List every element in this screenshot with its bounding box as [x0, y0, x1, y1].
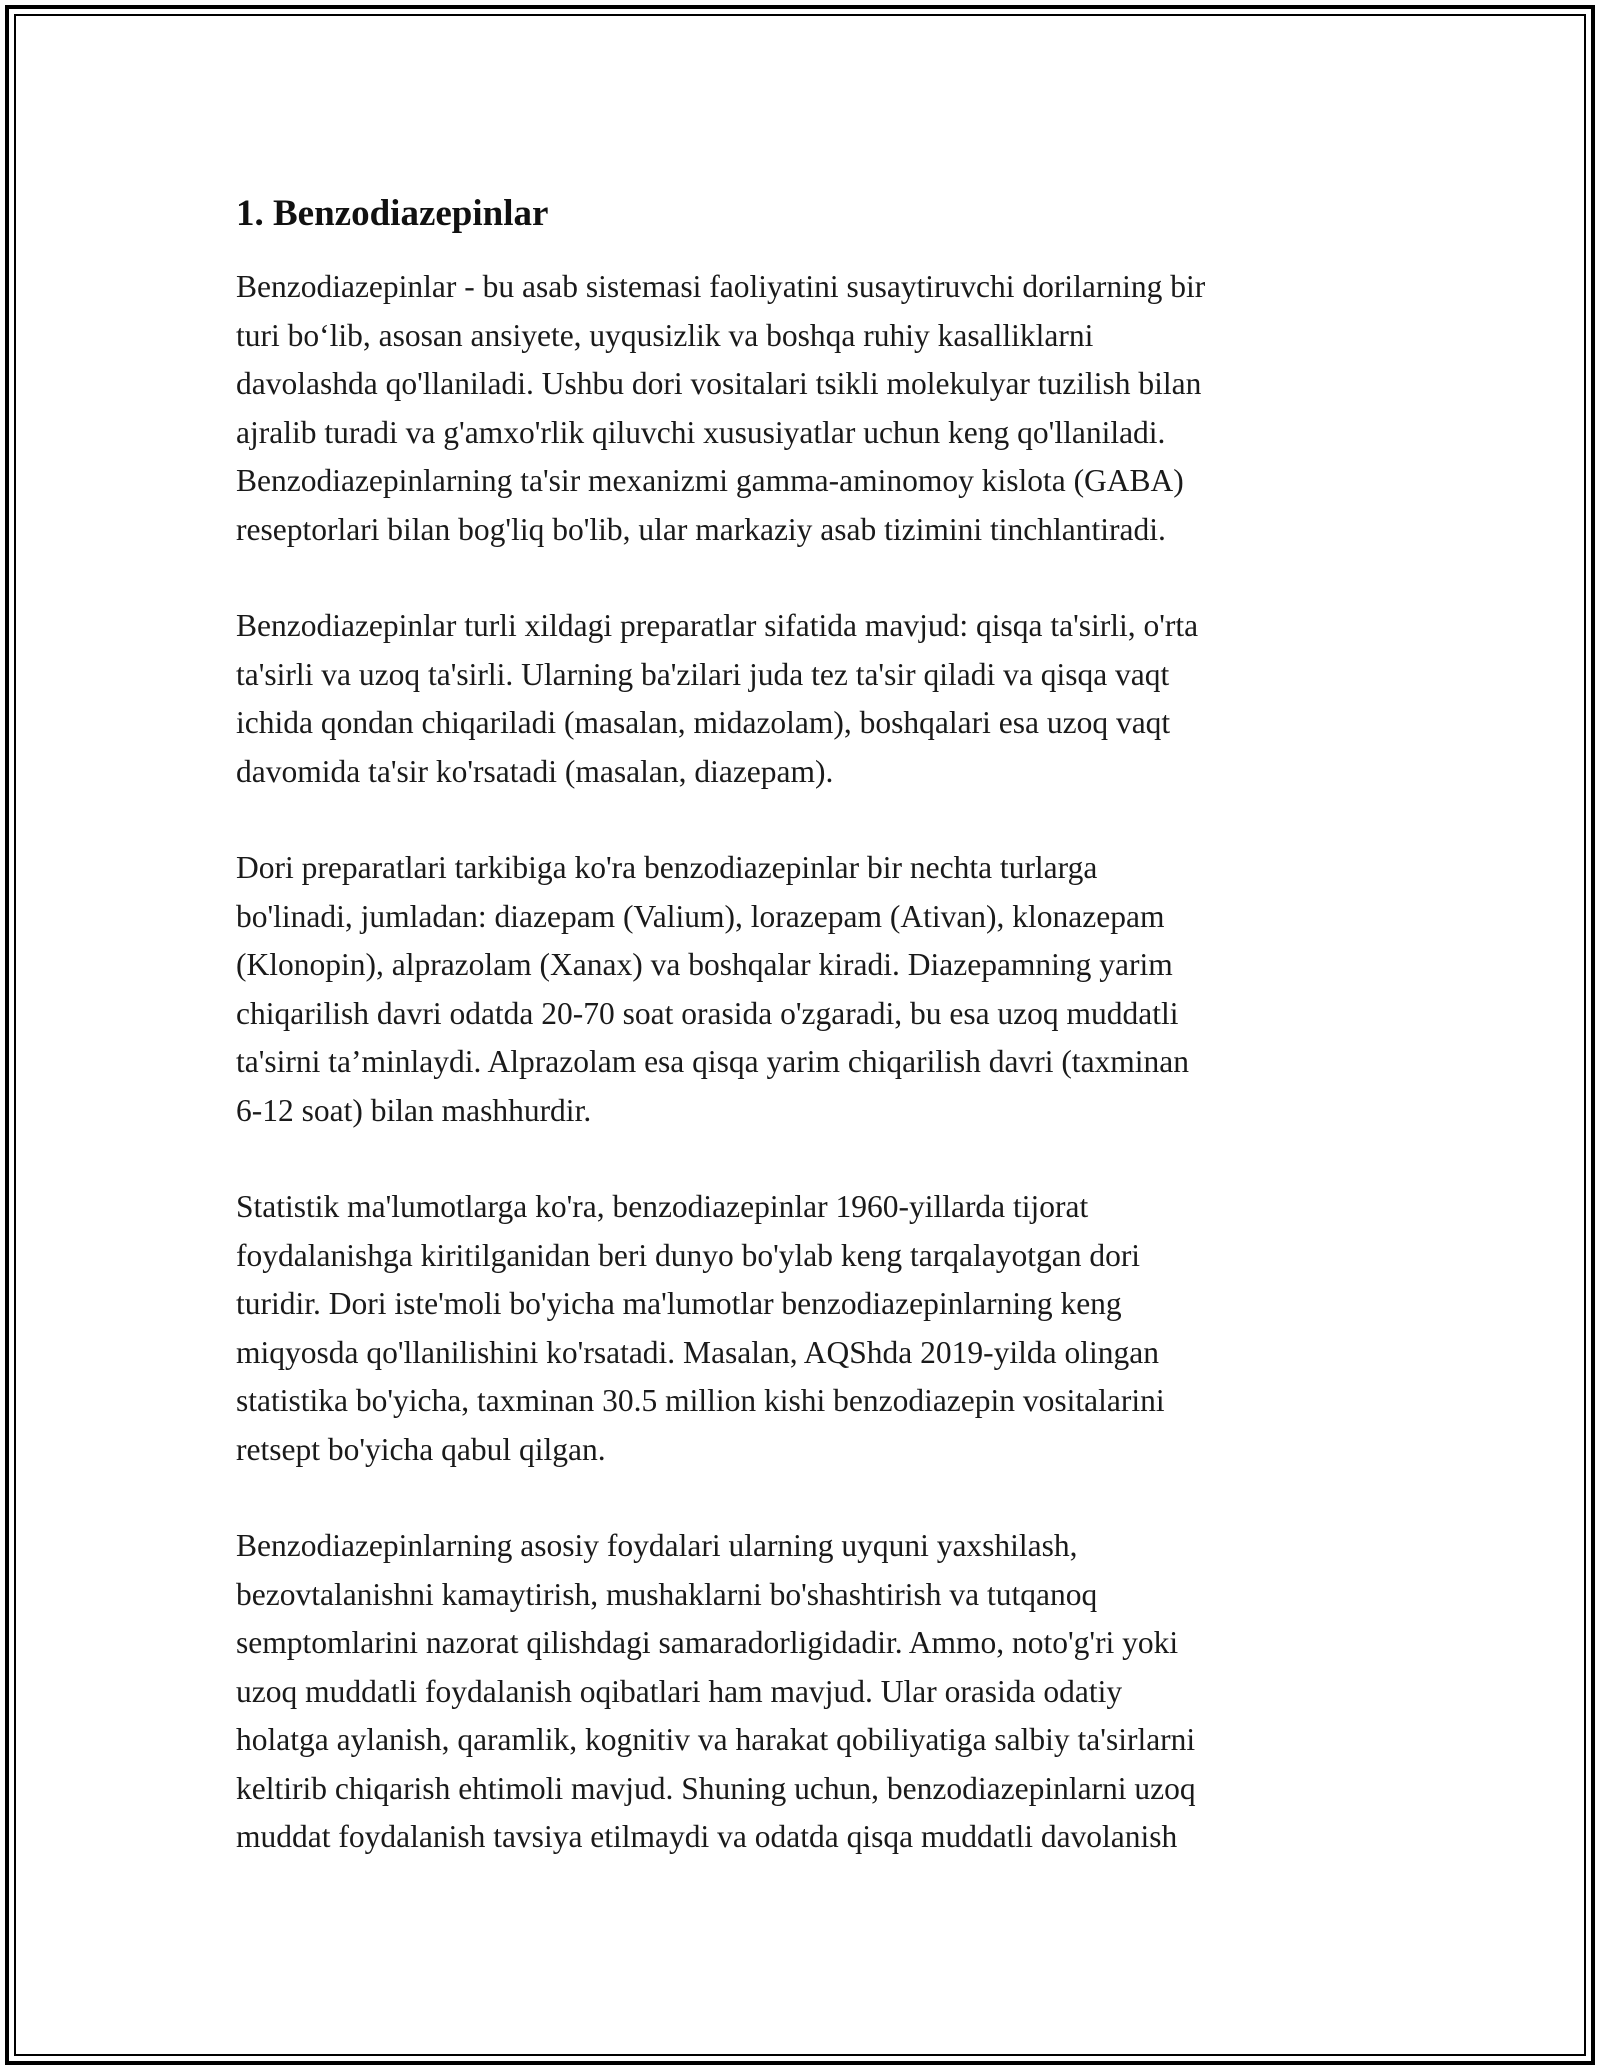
paragraph-1: Benzodiazepinlar - bu asab sistemasi faoliyatini susaytiruvchi dorilarning bir turi bo‘lib, asosan ansiyete, uyqusizlik va boshqa ruhiy kasalliklarni davolashda qo'llaniladi. Ushbu dori vositalari tsikli molekulyar tuzilish bilan ajralib turadi va g'amxo'rlik qiluvchi xususiyatlar uchun keng qo'llaniladi. Benzodiazepinlarning ta'sir mexanizmi gamma-aminomoy kislota (GABA) reseptorlari bilan bog'liq bo'lib, ular markaziy asab tizimini tinchlantiradi. — [236, 269, 1206, 547]
paragraph-3: Dori preparatlari tarkibiga ko'ra benzodiazepinlar bir nechta turlarga bo'linadi, jumladan: diazepam (Valium), lorazepam (Ativan), klonazepam (Klonopin), alprazolam (Xanax) va boshqalar kiradi. Diazepamning yarim chiqarilish davri odatda 20-70 soat orasida o'zgaradi, bu esa uzoq muddatli ta'sirni ta’minlaydi. Alprazolam esa qisqa yarim chiqarilish davri (taxminan 6-12 soat) bilan mashhurdir. — [236, 850, 1190, 1128]
paragraph-4: Statistik ma'lumotlarga ko'ra, benzodiazepinlar 1960-yillarda tijorat foydalanishga kiritilganidan beri dunyo bo'ylab keng tarqalayotgan dori turidir. Dori iste'moli bo'yicha ma'lumotlar benzodiazepinlarning keng miqyosda qo'llanilishini ko'rsatadi. Masalan, AQShda 2019-yilda olingan statistika bo'yicha, taxminan 30.5 million kishi benzodiazepin vositalarini retsept bo'yicha qabul qilgan. — [236, 1189, 1165, 1467]
paragraph-5: Benzodiazepinlarning asosiy foydalari ularning uyquni yaxshilash, bezovtalanishni kamaytirish, mushaklarni bo'shashtirish va tutqanoq semptomlarini nazorat qilishdagi samaradorligidadir. Ammo, noto'g'ri yoki uzoq muddatli foydalanish oqibatlari ham mavjud. Ular orasida odatiy holatga aylanish, qaramlik, kognitiv va harakat qobiliyatiga salbiy ta'sirlarni keltirib chiqarish ehtimoli mavjud. Shuning uchun, benzodiazepinlarni uzoq muddat foydalanish tavsiya etilmaydi va odatda qisqa muddatli davolanish — [236, 1528, 1196, 1854]
paragraph-2: Benzodiazepinlar turli xildagi preparatlar sifatida mavjud: qisqa ta'sirli, o'rta ta'sirli va uzoq ta'sirli. Ularning ba'zilari juda tez ta'sir qiladi va qisqa vaqt ichida qondan chiqariladi (masalan, midazolam), boshqalari esa uzoq vaqt davomida ta'sir ko'rsatadi (masalan, diazepam). — [236, 608, 1199, 789]
section-heading: 1. Benzodiazepinlar — [236, 193, 549, 234]
document-body — [236, 185, 1396, 1910]
